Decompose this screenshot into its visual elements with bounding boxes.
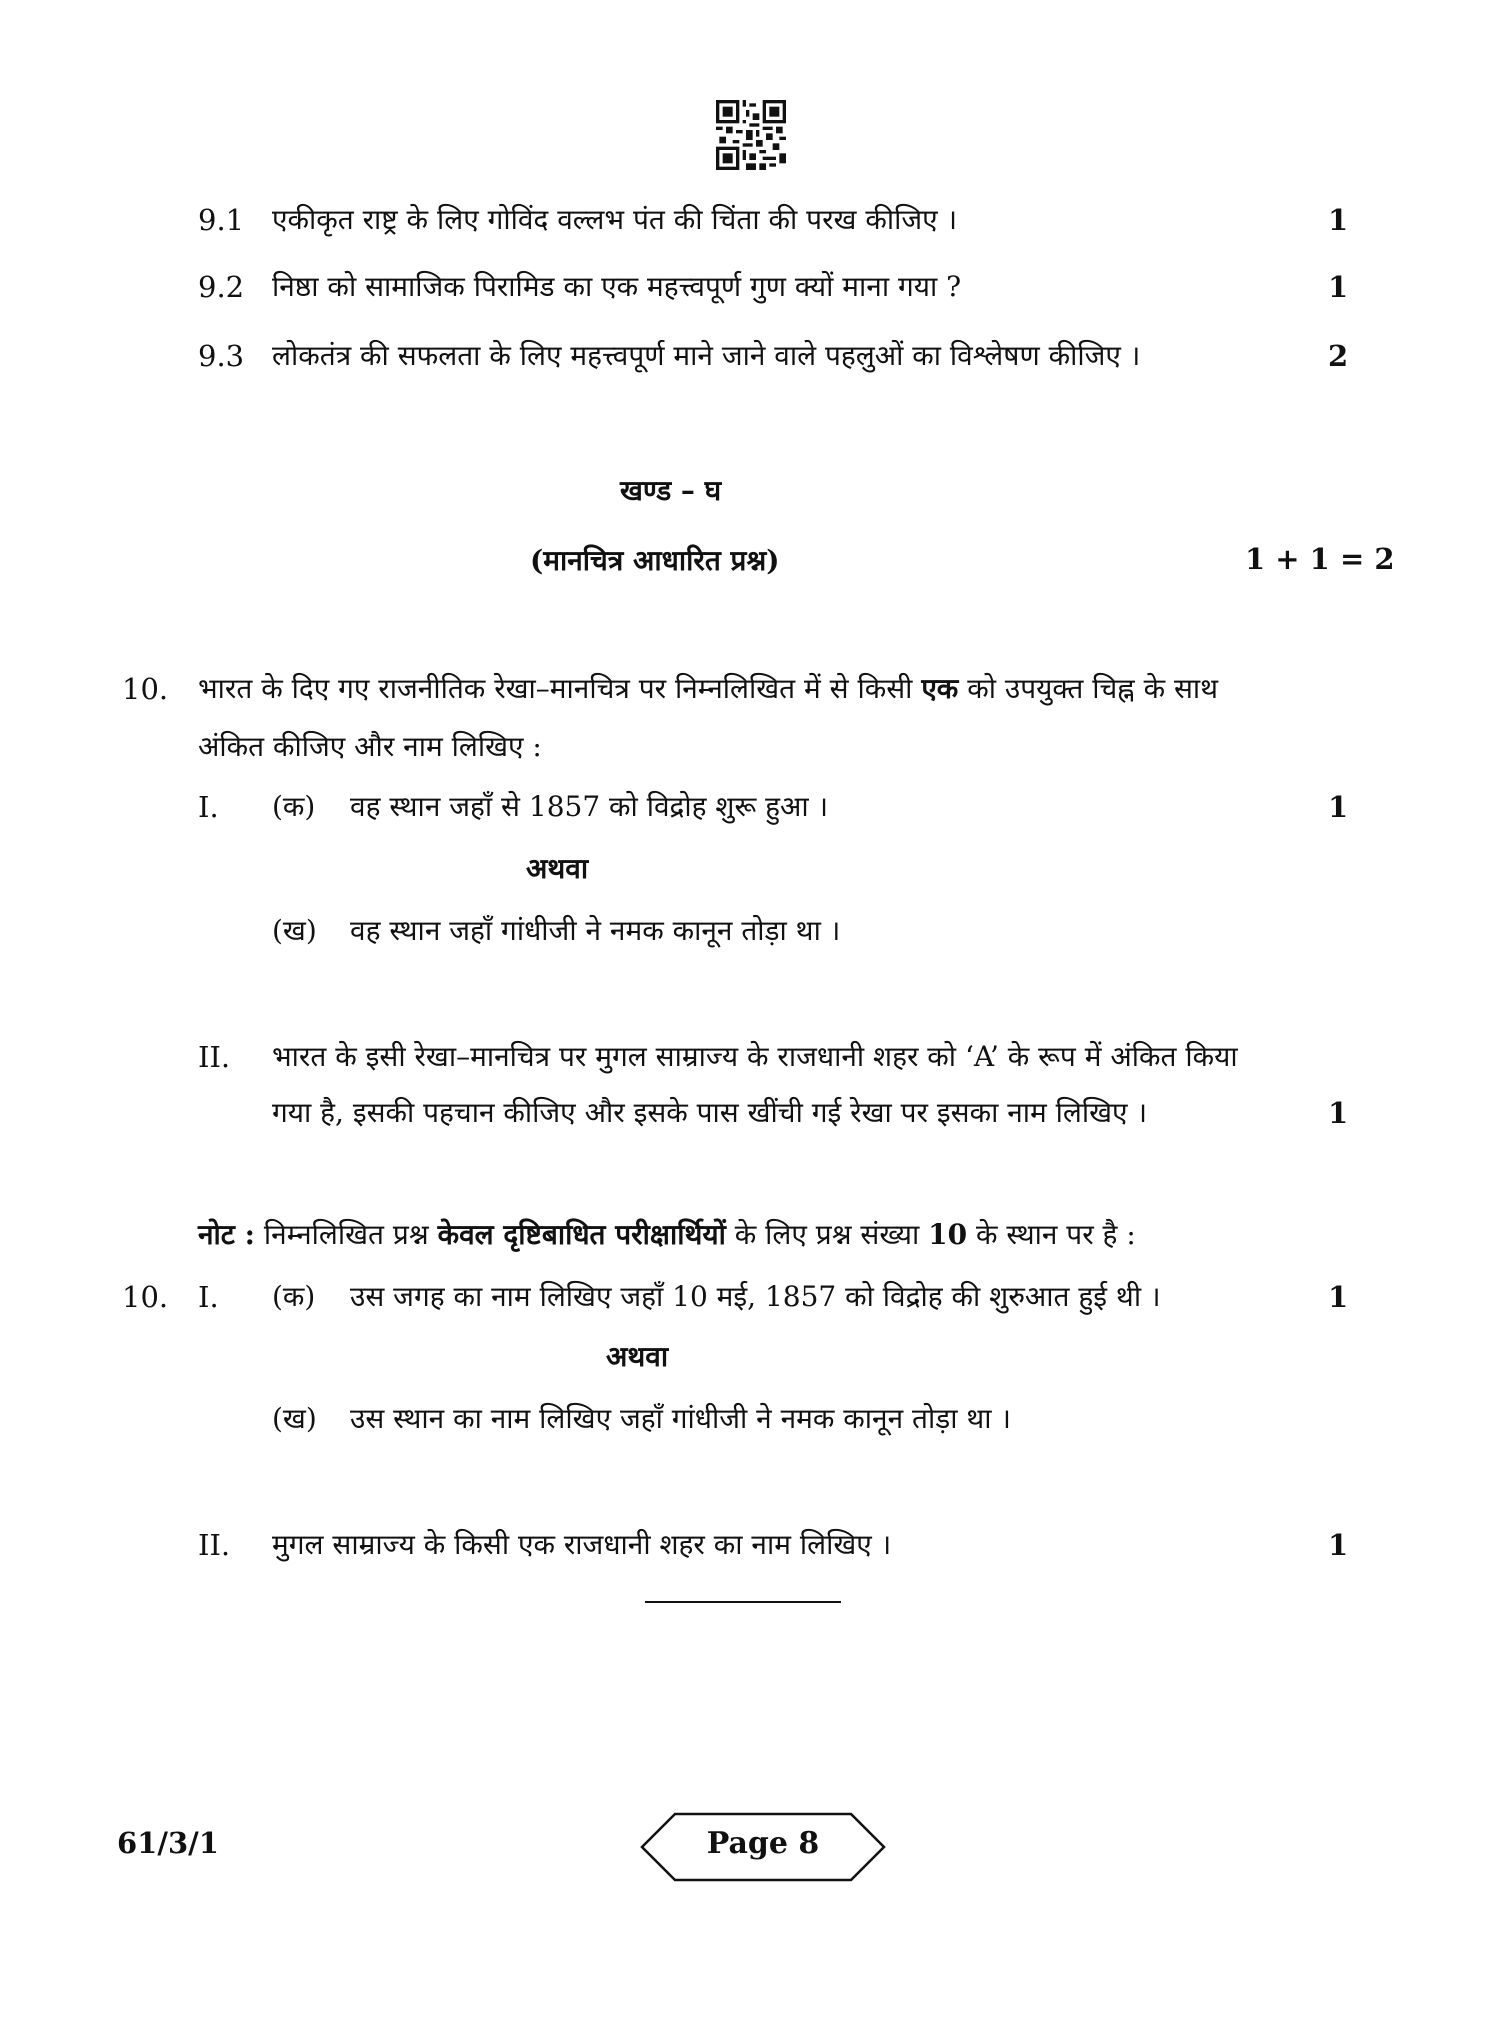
- note-emphasis: केवल दृष्टिबाधित परीक्षार्थियों: [437, 1218, 726, 1251]
- stem-emphasis: एक: [921, 672, 959, 705]
- or-separator: अथवा: [606, 1340, 669, 1373]
- option-text: उस जगह का नाम लिखिए जहाँ 10 मई, 1857 को विद्रोह की शुरुआत हुई थी ।: [350, 1280, 1161, 1313]
- question-10-stem-line2: अंकित कीजिए और नाम लिखिए :: [198, 730, 542, 763]
- option-label: (ख): [272, 1402, 317, 1435]
- option-text: वह स्थान जहाँ से 1857 को विद्रोह शुरू हुआ ।: [350, 790, 829, 823]
- page-number: Page 8: [706, 1826, 820, 1861]
- option-text: उस स्थान का नाम लिखिए जहाँ गांधीजी ने नमक कानून तोड़ा था ।: [350, 1402, 1012, 1435]
- question-text: लोकतंत्र की सफलता के लिए महत्त्वपूर्ण माने जाने वाले पहलुओं का विश्लेषण कीजिए ।: [272, 339, 1141, 372]
- question-marks: 1: [1328, 1528, 1349, 1562]
- stem-text: को उपयुक्त चिह्न के साथ: [958, 672, 1219, 705]
- question-marks: 2: [1328, 339, 1349, 373]
- question-marks: 1: [1328, 1096, 1349, 1130]
- qr-code: [716, 100, 786, 170]
- note-text: के लिए प्रश्न संख्या: [725, 1218, 929, 1251]
- question-number: 9.3: [198, 339, 245, 373]
- question-number: 10.: [122, 1280, 169, 1314]
- paper-code: 61/3/1: [117, 1826, 219, 1860]
- question-text: निष्ठा को सामाजिक पिरामिड का एक महत्त्वपूर्ण गुण क्यों माना गया ?: [272, 270, 962, 303]
- option-label: (ख): [272, 914, 317, 947]
- question-text: एकीकृत राष्ट्र के लिए गोविंद वल्लभ पंत की चिंता की परख कीजिए ।: [272, 203, 958, 236]
- part-text: भारत के इसी रेखा–मानचित्र पर मुगल साम्राज्य के राजधानी शहर को ‘A’ के रूप में अंकित किया: [272, 1040, 1238, 1073]
- option-label: (क): [272, 1280, 316, 1313]
- question-number: 9.2: [198, 270, 245, 304]
- note-number: 10: [928, 1218, 968, 1251]
- section-title: खण्ड – घ: [620, 474, 722, 507]
- part-text: गया है, इसकी पहचान कीजिए और इसके पास खींची गई रेखा पर इसका नाम लिखिए ।: [272, 1096, 1148, 1129]
- part-number: II.: [198, 1040, 231, 1074]
- or-separator: अथवा: [526, 852, 589, 885]
- question-number: 10.: [122, 672, 169, 706]
- question-10-stem: [198, 672, 1218, 706]
- part-text: मुगल साम्राज्य के किसी एक राजधानी शहर का नाम लिखिए ।: [272, 1528, 892, 1561]
- note-text: के स्थान पर है :: [967, 1218, 1136, 1251]
- option-label: (क): [272, 790, 316, 823]
- section-subtitle: (मानचित्र आधारित प्रश्न): [530, 544, 780, 577]
- note-label: नोट :: [198, 1218, 255, 1251]
- option-text: वह स्थान जहाँ गांधीजी ने नमक कानून तोड़ा था ।: [350, 914, 841, 947]
- note: [198, 1218, 1136, 1252]
- question-marks: 1: [1328, 270, 1349, 304]
- question-marks: 1: [1328, 1280, 1349, 1314]
- part-number: I.: [198, 790, 219, 824]
- end-rule: [645, 1601, 841, 1603]
- part-number: II.: [198, 1528, 231, 1562]
- question-marks: 1: [1328, 203, 1349, 237]
- question-marks: 1: [1328, 790, 1349, 824]
- stem-text: भारत के दिए गए राजनीतिक रेखा–मानचित्र पर निम्नलिखित में से किसी: [198, 672, 922, 705]
- question-number: 9.1: [198, 203, 245, 237]
- note-text: निम्नलिखित प्रश्न: [255, 1218, 438, 1251]
- part-number: I.: [198, 1280, 219, 1314]
- section-marks: 1 + 1 = 2: [1245, 542, 1395, 576]
